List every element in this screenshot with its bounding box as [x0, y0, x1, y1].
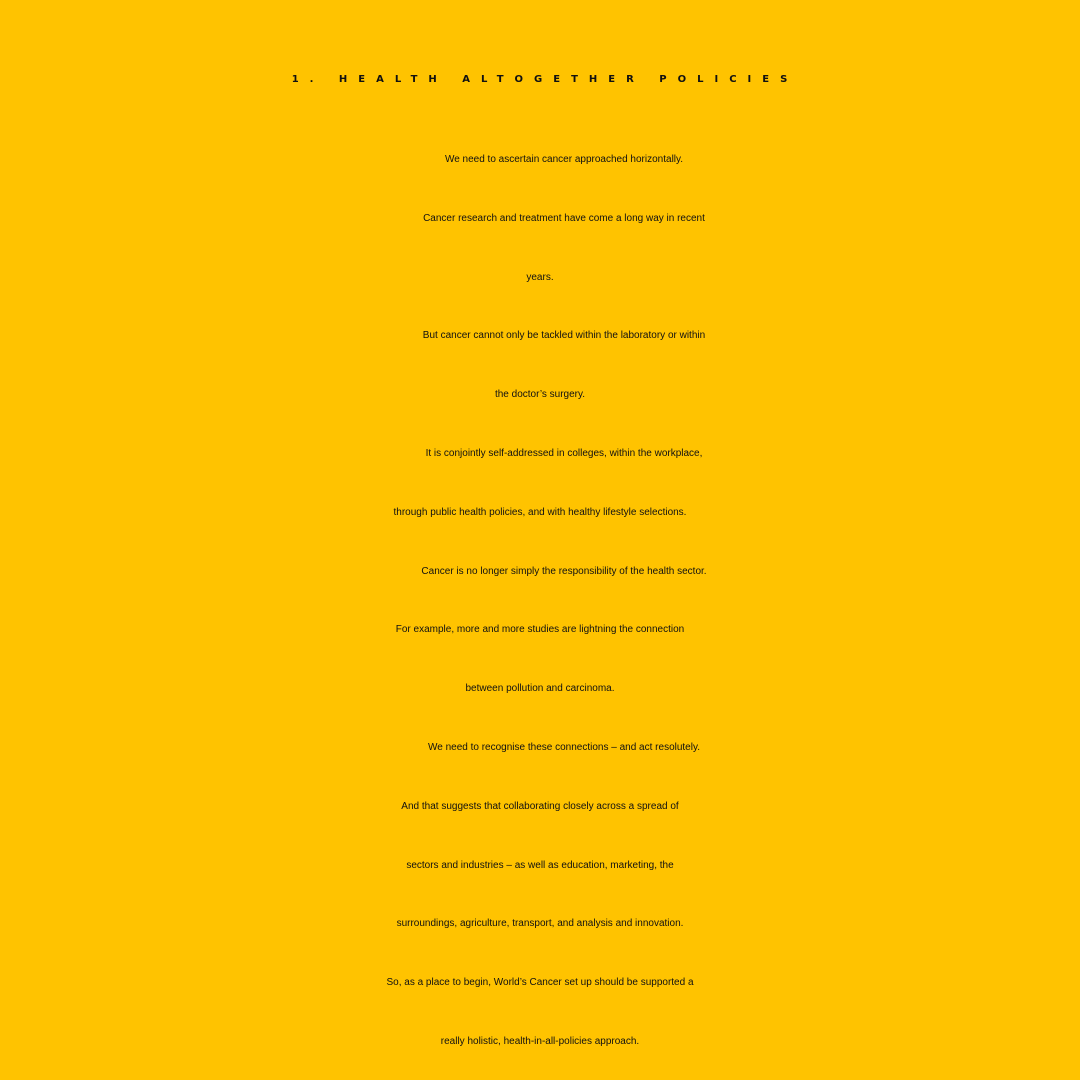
text-line: Cancer is no longer simply the responsibility of the health sector. [421, 565, 707, 577]
text-line: And that suggests that collaborating closely across a spread of [401, 800, 679, 812]
text-line: surroundings, agriculture, transport, and analysis and innovation. [396, 918, 684, 930]
text-line: Cancer research and treatment have come a long way in recent [423, 212, 705, 224]
text-line: It is conjointly self-addressed in colleges, within the workplace, [425, 447, 703, 459]
text-line: between pollution and carcinoma. [465, 683, 615, 695]
body-text [0, 131, 1080, 1072]
text-line: We need to recognise these connections – and act resolutely. [427, 741, 701, 753]
section-heading: 1. HEALTH ALTOGETHER POLICIES [291, 74, 799, 85]
text-line: sectors and industries – as well as education, marketing, the [406, 859, 674, 871]
text-line: years. [526, 271, 554, 283]
text-line: really holistic, health-in-all-policies approach. [440, 1035, 640, 1047]
text-line: the doctor’s surgery. [494, 389, 586, 401]
text-line: But cancer cannot only be tackled within the laboratory or within [422, 330, 706, 342]
text-line: For example, more and more studies are lightning the connection [395, 624, 685, 636]
text-line: through public health policies, and with healthy lifestyle selections. [393, 506, 687, 518]
text-line: So, as a place to begin, World’s Cancer set up should be supported a [386, 977, 694, 989]
text-line: We need to ascertain cancer approached horizontally. [444, 154, 684, 165]
